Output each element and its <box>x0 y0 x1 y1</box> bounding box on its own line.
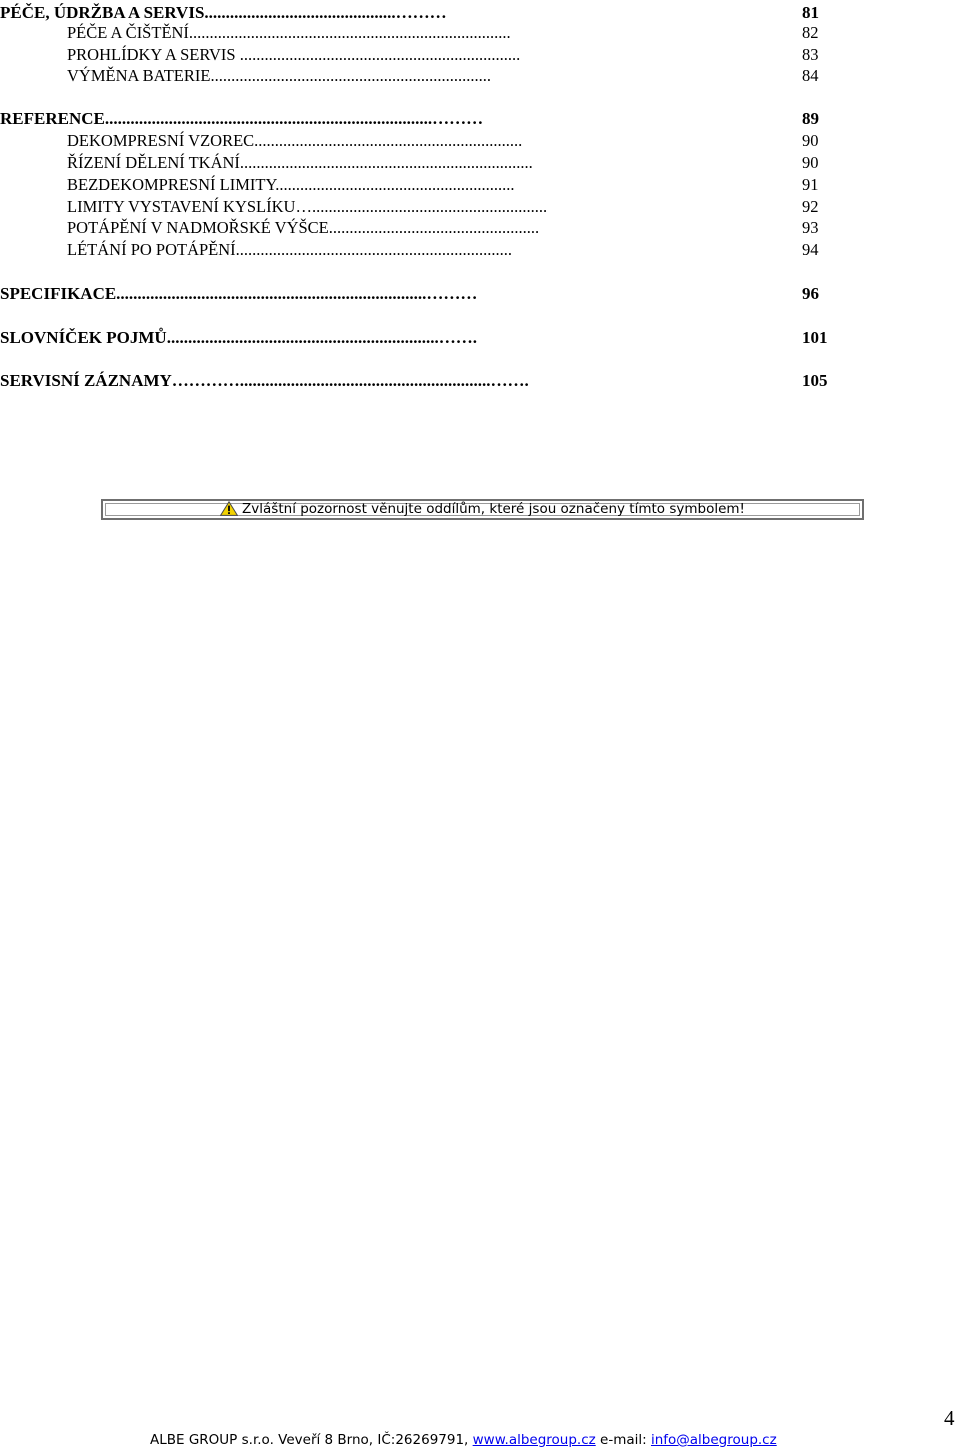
toc-entry-title: DEKOMPRESNÍ VZOREC................................................................. <box>67 131 523 150</box>
page-footer <box>150 1431 777 1449</box>
toc-entry-page: 101 <box>802 328 828 347</box>
toc-entry-title: SPECIFIKACE.........................................................................……… <box>0 284 478 303</box>
footer-email-label: e-mail: <box>595 1432 651 1448</box>
warning-icon <box>220 501 238 516</box>
notice-text: Zvláštní pozornost věnujte oddílům, které jsou označeny tímto symbolem! <box>242 501 745 517</box>
toc-entry-page: 94 <box>802 240 819 259</box>
footer-email-link[interactable]: info@albegroup.cz <box>650 1432 777 1448</box>
toc-entry-title: BEZDEKOMPRESNÍ LIMITY.......................................................... <box>67 175 515 194</box>
footer-company: ALBE GROUP s.r.o. Veveří 8 Brno, IČ:26269791, <box>150 1432 473 1448</box>
toc-entry-page: 90 <box>802 153 819 172</box>
toc-entry-title: VÝMĚNA BATERIE.................................................................... <box>67 66 491 85</box>
toc-entry-page: 84 <box>802 66 819 85</box>
toc-entry-title: PROHLÍDKY A SERVIS .................................................................... <box>67 45 521 64</box>
toc-entry-title: SLOVNÍČEK POJMŮ................................................................……. <box>0 328 477 347</box>
toc-entry-title: LIMITY VYSTAVENÍ KYSLÍKU…......................................................... <box>67 197 548 216</box>
notice-content <box>103 501 862 518</box>
toc-entry-title: PÉČE A ČIŠTĚNÍ.............................................................................. <box>67 23 511 42</box>
footer-website-link[interactable]: www.albegroup.cz <box>472 1432 596 1448</box>
toc-entry-title: PÉČE, ÚDRŽBA A SERVIS.............................................……… <box>0 3 447 22</box>
toc-entry-page: 81 <box>802 3 819 22</box>
notice-box <box>101 499 864 520</box>
toc-entry-title: ŘÍZENÍ DĚLENÍ TKÁNÍ....................................................................... <box>67 153 533 172</box>
toc-entry-page: 91 <box>802 175 819 194</box>
toc-entry-page: 105 <box>802 371 828 390</box>
toc-entry-page: 82 <box>802 23 819 42</box>
toc-entry-page: 90 <box>802 131 819 150</box>
page-number: 4 <box>944 1406 955 1430</box>
toc-entry-page: 92 <box>802 197 819 216</box>
toc-entry-title: LÉTÁNÍ PO POTÁPĚNÍ................................................................... <box>67 240 513 259</box>
toc-entry-title: SERVISNÍ ZÁZNAMY…………...........................................................……. <box>0 371 529 390</box>
toc-entry-page: 96 <box>802 284 819 303</box>
toc-entry-title: POTÁPĚNÍ V NADMOŘSKÉ VÝŠCE................................................... <box>67 218 540 237</box>
toc-entry-page: 83 <box>802 45 819 64</box>
toc-entry-page: 93 <box>802 218 819 237</box>
toc-entry-page: 89 <box>802 109 819 128</box>
toc-entry-title: REFERENCE.............................................................................……… <box>0 109 484 128</box>
